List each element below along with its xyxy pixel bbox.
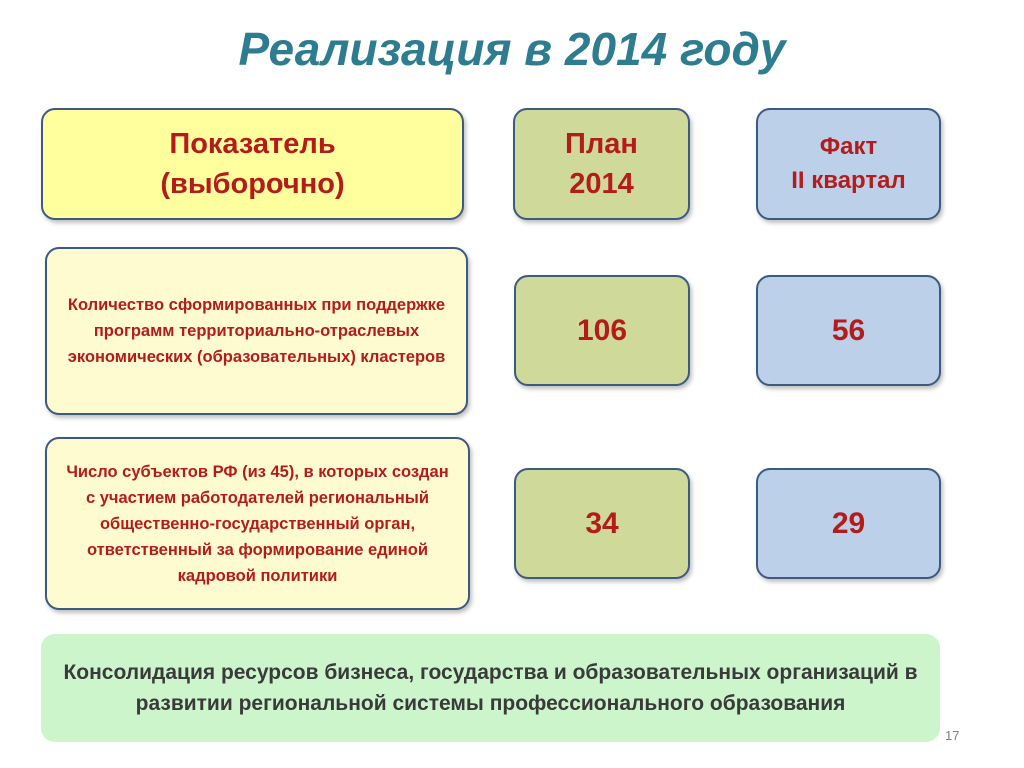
header-plan xyxy=(513,108,690,220)
slide-title: Реализация в 2014 году xyxy=(238,23,786,75)
summary-text: Консолидация ресурсов бизнеса, государства и образовательных организаций в развитии региональной системы профессионального образования xyxy=(63,661,918,715)
header-plan-label: План 2014 xyxy=(565,128,638,200)
row-2-fact-value: 29 xyxy=(756,468,941,579)
header-fact-label: Факт II квартал xyxy=(791,133,906,194)
header-fact xyxy=(756,108,941,220)
row-1-plan-value: 106 xyxy=(514,275,690,386)
row-2-plan-value: 34 xyxy=(514,468,690,579)
header-indicator-label: Показатель (выборочно) xyxy=(160,128,345,200)
row-2-indicator xyxy=(45,437,470,610)
row-1-indicator xyxy=(45,247,468,415)
row-1-fact-value: 56 xyxy=(756,275,941,386)
header-indicator xyxy=(41,108,464,220)
row-2-indicator-text: Число субъектов РФ (из 45), в которых создан с участием работодателей региональный общественно-государственный орган, ответственный за формирование единой кадровой политики xyxy=(66,462,449,585)
summary-banner xyxy=(41,634,940,742)
row-1-indicator-text: Количество сформированных при поддержке программ территориально-отраслевых экономических (образовательных) кластеров xyxy=(67,296,446,366)
page-number: 17 xyxy=(945,728,960,743)
